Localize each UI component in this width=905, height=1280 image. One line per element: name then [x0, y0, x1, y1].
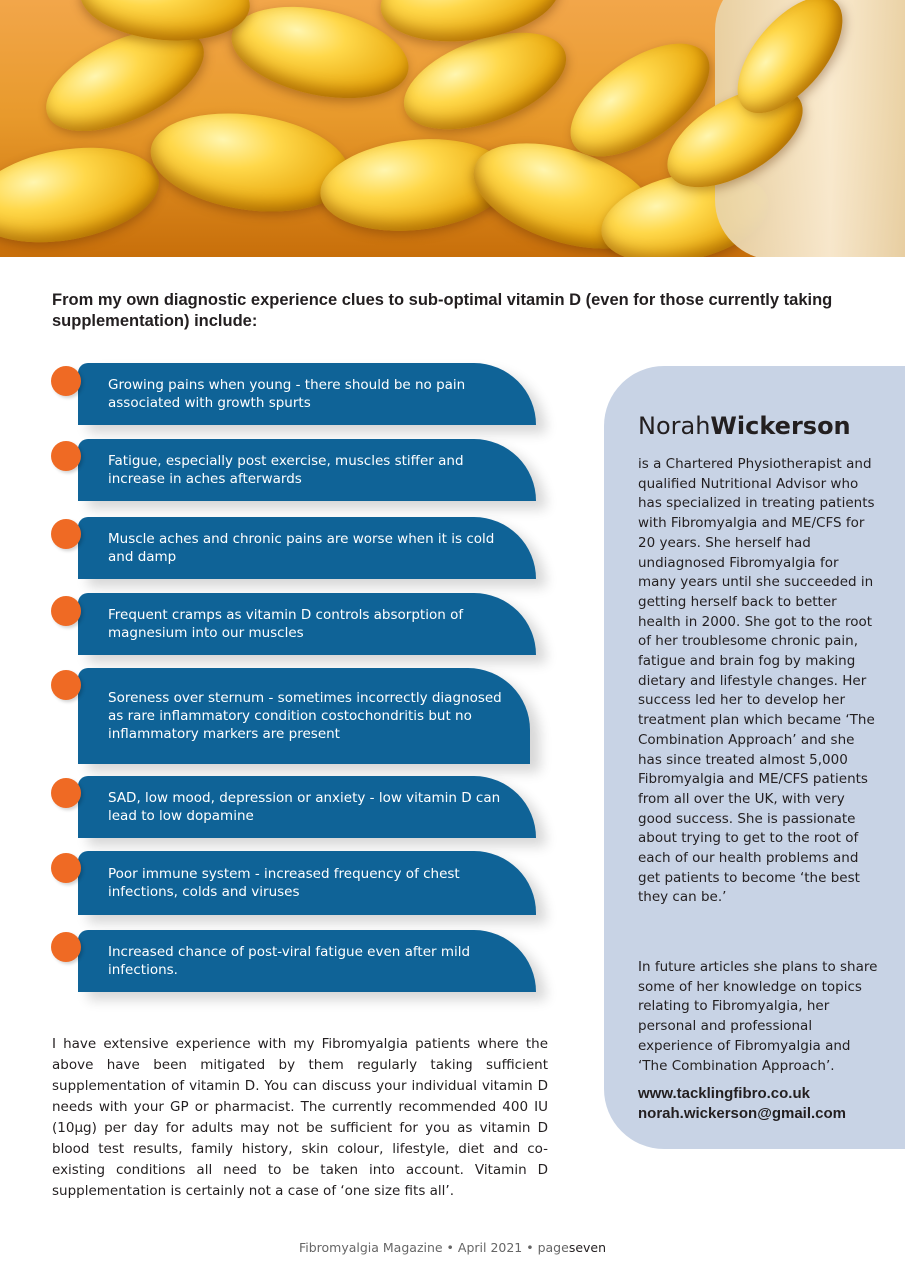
clue-item — [78, 851, 536, 915]
orange-circle-bullet-icon — [51, 778, 81, 808]
author-bio-future: In future articles she plans to share some of her knowledge on topics relating to Fibromyalgia, her personal and professional experience of Fibromyalgia and ‘The Combination Approach’. — [638, 959, 878, 1074]
author-name — [638, 410, 851, 442]
orange-circle-bullet-icon — [51, 596, 81, 626]
footer-text: Fibromyalgia Magazine • April 2021 • page — [298, 1240, 569, 1255]
clue-item — [78, 930, 536, 992]
orange-circle-bullet-icon — [51, 670, 81, 700]
page-footer — [0, 1240, 905, 1255]
orange-circle-bullet-icon — [51, 519, 81, 549]
clue-text: Poor immune system - increased frequency of chest infections, colds and viruses — [108, 866, 460, 900]
clue-text: Increased chance of post-viral fatigue even after mild infections. — [108, 944, 471, 978]
clue-text: Muscle aches and chronic pains are worse when it is cold and damp — [108, 531, 495, 565]
clue-text: Frequent cramps as vitamin D controls absorption of magnesium into our muscles — [108, 607, 464, 641]
clue-item — [78, 363, 536, 425]
clue-item — [78, 439, 536, 501]
author-first-name: Norah — [638, 412, 711, 440]
orange-circle-bullet-icon — [51, 366, 81, 396]
clue-item — [78, 517, 536, 579]
clue-item — [78, 776, 536, 838]
author-last-name: Wickerson — [710, 412, 851, 440]
hero-capsules-image — [0, 0, 905, 257]
author-bio: is a Chartered Physiotherapist and qualified Nutritional Advisor who has specialized in treating patients with Fibromyalgia and ME/CFS for 20 years. She herself had undiagnosed Fibromyalgia for many years until she succeeded in getting herself back to better health in 2000. She got to the root of her troublesome chronic pain, fatigue and brain fog by making dietary and lifestyle changes. Her success led her to develop her treatment plan which became ‘The Combination Approach’ and she has since treated almost 5,000 Fibromyalgia and ME/CFS patients from all over the UK, with very good success. She is passionate about trying to get to the root of each of our health problems and get patients to become ‘the best they can be.’ — [638, 456, 875, 906]
intro-heading: From my own diagnostic experience clues to sub-optimal vitamin D (even for those currently taking supplementation) include: — [52, 291, 833, 330]
orange-circle-bullet-icon — [51, 853, 81, 883]
clue-text: Growing pains when young - there should be no pain associated with growth spurts — [108, 377, 466, 411]
clue-item — [78, 668, 530, 764]
email-link[interactable]: norah.wickerson@gmail.com — [638, 1105, 847, 1122]
clue-text: Fatigue, especially post exercise, muscles stiffer and increase in aches afterwards — [108, 453, 464, 487]
body-paragraph: I have extensive experience with my Fibromyalgia patients where the above have been mitigated by them regularly taking sufficient supplementation of vitamin D. You can discuss your individual vitamin D needs with your GP or pharmacist. The currently recommended 400 IU (10µg) per day for adults may not be sufficient for you as vitamin D blood test results, family history, skin colour, lifestyle, diet and co-existing conditions all need to be taken into account. Vitamin D supplementation is certainly not a case of ‘one size fits all’. — [52, 1036, 548, 1199]
orange-circle-bullet-icon — [51, 441, 81, 471]
author-contact — [638, 1084, 888, 1124]
footer-page-number: seven — [568, 1240, 607, 1255]
clue-text: Soreness over sternum - sometimes incorrectly diagnosed as rare inflammatory condition costochondritis but no inflammatory markers are present — [108, 690, 502, 742]
orange-circle-bullet-icon — [51, 932, 81, 962]
website-link[interactable]: www.tacklingfibro.co.uk — [638, 1085, 810, 1102]
clue-item — [78, 593, 536, 655]
clue-text: SAD, low mood, depression or anxiety - low vitamin D can lead to low dopamine — [108, 790, 501, 824]
